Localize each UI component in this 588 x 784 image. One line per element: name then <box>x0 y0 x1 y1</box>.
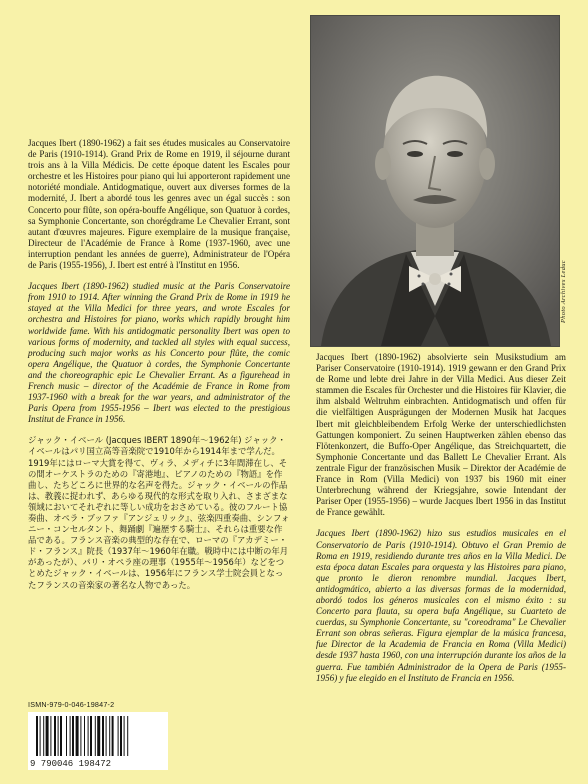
ismn-code: ISMN-979-0-046-19847-2 <box>28 700 115 709</box>
barcode <box>28 712 168 770</box>
german-paragraph: Jacques Ibert (1890-1962) absolvierte sein Musikstudium am Pariser Conservatoire (1910-1914). 1919 gewann er den Grand Prix de Rome und lebte drei Jahre in der Villa Medici. Aus dieser Zeit stammen die Escales für Orchester und die Histoires für Klavier, die ihm alsbald Weltruhm einbrachten. Antidogmatisch und offen für die vielfältigen Ausprägungen der Modernen Musik hat Jacques Ibert mit gleichbleibendem Erfolg Werke der unterschiedlichsten Gattungen komponiert. Zu seinen Hauptwerken zählen ebenso das Flötenkonzert, die Buffo-Oper Angélique, das Streichquartett, die Symphonie Concertante und das Ballett Le Chevalier Errant. Als zentrale Figur der französischen Musik – Direktor der Académie de France in Rom (Villa Medici) von 1937 bis 1960 mit einer Unterbrechung während der Kriegsjahre, sowie Intendant der Pariser Oper (1955-1956) – wurde Jacques Ibert 1956 in das Institut de France gewählt. <box>316 352 566 518</box>
photo-credit: Photo Archives Leduc <box>560 260 567 324</box>
barcode-digits: 9 790046 198472 <box>30 759 112 769</box>
barcode-block <box>28 700 173 770</box>
spanish-paragraph: Jacques Ibert (1890-1962) hizo sus estudios musicales en el Conservatorio de Paris (1910-1914). Obtuvo el Gran Premio de Roma en 1919, residiendo durante tres años en la Villa Medici. De esta época datan Escales para orquesta y las Histoires para piano, que pronto le dieron renombre mundial. Jacques Ibert, antidogmático, abierto a las diversas formas de la modernidad, abordó todos los géneros musicales con el mismo éxito : su Concerto para flauta, su opera bufa Angélique, su Cuarteto de cuerdas, su Symphonie Concertante, su "coreodrama" Le Chevalier Errant son obras señeras. Figura ejemplar de la música francesa, fue Director de la Academia de Francia en Roma (Villa Medici) desde 1937 hasta 1960, con una interrupción durante los años de la guerra. Fue también Administrador de la Opera de Paris (1955-1956) y fue elegido en el Instituto de Francia en 1956. <box>316 528 566 683</box>
english-paragraph: Jacques Ibert (1890-1962) studied music at the Paris Conservatoire from 1910 to 1914. After winning the Grand Prix de Rome in 1919 he stayed at the Villa Medici for three years, and wrote Escales for orchestra and Histoires for piano, works which rapidly brought him worldwide fame. With his antidogmatic personality Ibert was open to various forms of modernity, and tackled all styles with equal success, producing such major works as his Concerto pour flûte, the comic opera Angélique, the Quatuor à cordes, the Symphonie Concertante and the choreographic epic Le Chevalier Errant. As a figurehead in French music – director of the Académie de France in Rome from 1937-1960 with a break for the war years, and administrator of the Paris Opera from 1955-1956 – Ibert was elected to the prestigious Institut de France in 1956. <box>28 281 290 425</box>
right-text-column <box>316 352 566 694</box>
portrait-image <box>311 16 559 346</box>
portrait-photo <box>310 15 560 347</box>
french-paragraph: Jacques Ibert (1890-1962) a fait ses études musicales au Conservatoire de Paris (1910-1914). Grand Prix de Rome en 1919, il séjourne durant trois ans à la Villa Médicis. De cette époque datent les Escales pour orchestre et les Histoires pour piano qui lui apporteront rapidement une notoriété mondiale. Antidogmatique, ouvert aux diverses formes de la modernité, J. Ibert a abordé tous les genres avec un égal succès : son Concerto pour flûte, son opéra-bouffe Angélique, son Quatuor à cordes, sa Symphonie Concertante, son chorégdrame Le Chevalier Errant, sont autant d'œuvres majeures. Figure exemplaire de la musique française, Directeur de l'Académie de France à Rome (1937-1960, avec une interruption pendant les années de guerre), Administrateur de l'Opéra de Paris (1955-1956), J. Ibert est entré à l'Institut en 1956. <box>28 138 290 271</box>
japanese-paragraph: ジャック・イベール (Jacques IBERT 1890年～1962年) ジャック・イベールはパリ国立高等音楽院で1910年から1914年まで学んだ。1919年にはローマ大賞を得て、ヴィラ、メディチに3年間滞在し、その間オーケストラのための『寄港地』、ピアノのための『物語』を作曲し、たちどころに世界的な名声を得た。ジャック・イベールの作品は、教義に捉われず、あらゆる現代的な形式を取り入れ、さまざまな領域においてそれぞれに等しい成功をおさめている。彼のフルート協奏曲、オペラ・ブッファ『アンジェリック』、弦楽四重奏曲、シンフォニー・コンセルタント、舞踊劇『遍歴する騎士』、それらは重要な作品である。フランス音楽の典型的な存在で、ローマの『アカデミー・ド・フランス』院長（1937年～1960年在職。戦時中には中断の年月があったが）、パリ・オペラ座の理事（1955年～1956年）などをつとめたジャック・イベールは、1956年にフランス学士院会員となったフランスの音楽家の著名な人物であった。 <box>28 435 290 590</box>
left-text-column <box>28 138 290 601</box>
